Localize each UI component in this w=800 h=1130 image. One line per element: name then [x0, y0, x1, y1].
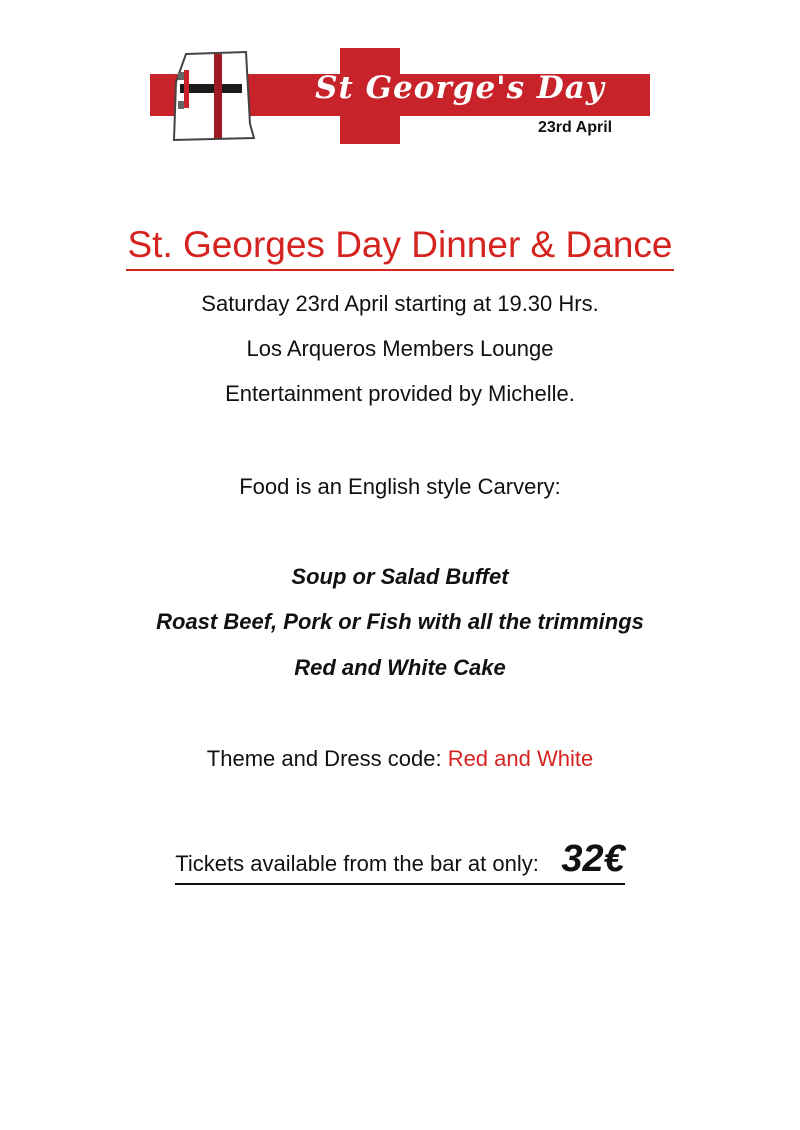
- event-datetime: Saturday 23rd April starting at 19.30 Hrs.: [201, 291, 599, 316]
- menu-item: Soup or Salad Buffet: [291, 564, 509, 589]
- event-headline: [0, 222, 800, 271]
- dress-code-value: Red and White: [447, 746, 594, 771]
- crusader-helmet-icon: [174, 52, 254, 140]
- ticket-price: 32€: [561, 838, 625, 880]
- menu-item: Red and White Cake: [294, 655, 506, 680]
- event-venue: Los Arqueros Members Lounge: [246, 336, 554, 361]
- event-entertainment: Entertainment provided by Michelle.: [225, 381, 575, 406]
- tickets-line: [0, 838, 800, 885]
- banner-title: St George's Day: [315, 70, 605, 106]
- st-georges-day-banner: [150, 46, 650, 146]
- headline-text: St. Georges Day Dinner & Dance: [126, 222, 675, 271]
- banner-date: 23rd April: [538, 119, 613, 136]
- menu-item: Roast Beef, Pork or Fish with all the trimmings: [156, 609, 644, 634]
- food-intro: Food is an English style Carvery:: [239, 474, 561, 499]
- dress-code: [0, 745, 800, 773]
- tickets-label: Tickets available from the bar at only:: [175, 851, 539, 876]
- dress-code-label: Theme and Dress code:: [206, 746, 442, 771]
